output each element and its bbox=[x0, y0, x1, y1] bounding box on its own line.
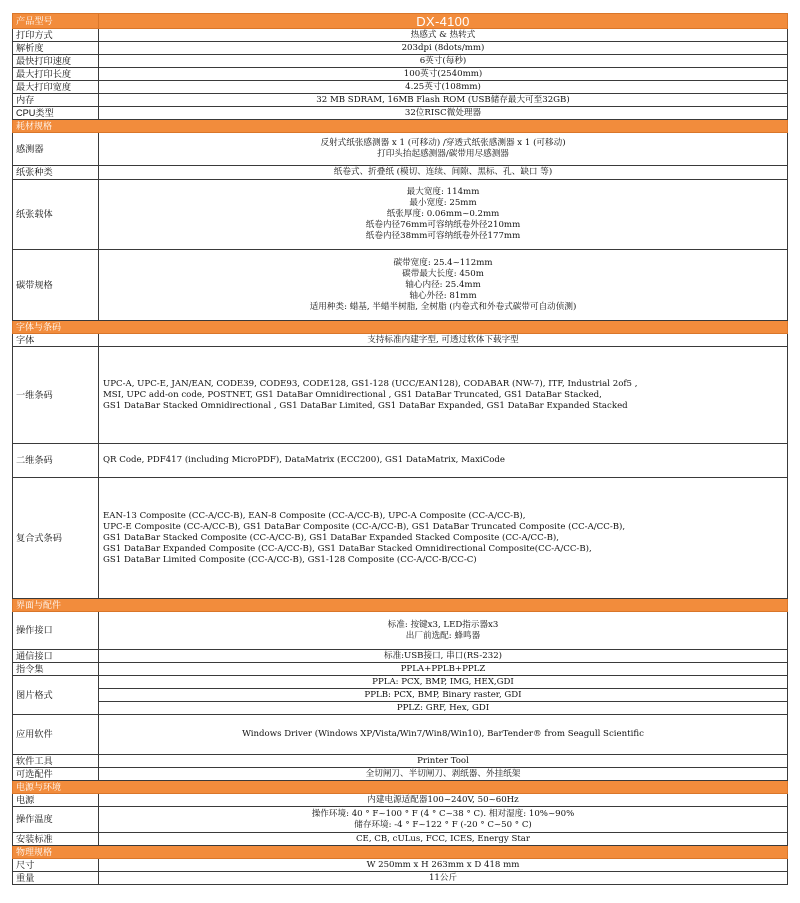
spec-row bbox=[13, 755, 788, 768]
spec-label: 应用软件 bbox=[13, 715, 99, 755]
spec-row bbox=[13, 715, 788, 755]
spec-value: 最大宽度: 114mm 最小宽度: 25mm 纸张厚度: 0.06mm~0.2mm 纸卷内径76mm可容纳纸卷外径210mm 纸卷内径38mm可容纳纸卷外径177mm bbox=[99, 180, 788, 250]
spec-value: QR Code, PDF417 (including MicroPDF), DataMatrix (ECC200), GS1 DataMatrix, MaxiCode bbox=[99, 444, 788, 478]
spec-row bbox=[13, 478, 788, 599]
section-title: 耗材规格 bbox=[13, 120, 788, 133]
model-name: DX-4100 bbox=[99, 14, 788, 29]
section-title: 界面与配件 bbox=[13, 599, 788, 612]
spec-value: UPC-A, UPC-E, JAN/EAN, CODE39, CODE93, CODE128, GS1-128 (UCC/EAN128), CODABAR (NW-7), ITF, Industrial 2of5 , MSI, UPC add-on code, POSTNET, GS1 DataBar Omnidirectional , GS1 DataBar Truncated, GS1 DataBar Stacked, GS1 DataBar Stacked Omnidirectional , GS1 DataBar Limited, GS1 DataBar Expanded, GS1 DataBar Expanded Stacked bbox=[99, 347, 788, 444]
spec-row bbox=[13, 107, 788, 120]
spec-label: 可选配件 bbox=[13, 768, 99, 781]
spec-label: 碳带规格 bbox=[13, 250, 99, 321]
spec-value: PPLZ: GRF, Hex, GDI bbox=[99, 702, 788, 715]
spec-row bbox=[13, 42, 788, 55]
spec-label: 最快打印速度 bbox=[13, 55, 99, 68]
spec-row bbox=[13, 180, 788, 250]
spec-label: 软件工具 bbox=[13, 755, 99, 768]
spec-value: 203dpi (8dots/mm) bbox=[99, 42, 788, 55]
spec-row bbox=[13, 676, 788, 689]
spec-value: PPLB: PCX, BMP, Binary raster, GDI bbox=[99, 689, 788, 702]
section-title: 电源与环境 bbox=[13, 781, 788, 794]
spec-row bbox=[13, 166, 788, 180]
spec-label: 字体 bbox=[13, 334, 99, 347]
spec-row bbox=[13, 334, 788, 347]
header-row bbox=[13, 14, 788, 29]
spec-row bbox=[13, 702, 788, 715]
spec-value: W 250mm x H 263mm x D 418 mm bbox=[99, 859, 788, 872]
spec-value: 反射式纸张感测器 x 1 (可移动) /穿透式纸张感测器 x 1 (可移动) 打印头抬起感测器/碳带用尽感测器 bbox=[99, 133, 788, 166]
spec-label: 最大打印长度 bbox=[13, 68, 99, 81]
spec-label: 内存 bbox=[13, 94, 99, 107]
spec-value: 32位RISC微处理器 bbox=[99, 107, 788, 120]
spec-label: 安装标准 bbox=[13, 833, 99, 846]
spec-value: Windows Driver (Windows XP/Vista/Win7/Win8/Win10), BarTender® from Seagull Scientific bbox=[99, 715, 788, 755]
spec-row bbox=[13, 29, 788, 42]
spec-row bbox=[13, 859, 788, 872]
spec-value: 4.25英寸(108mm) bbox=[99, 81, 788, 94]
spec-value: 操作环境: 40 ° F~100 ° F (4 ° C~38 ° C). 相对湿度: 10%~90% 储存环境: -4 ° F~122 ° F (-20 ° C~50 ° C) bbox=[99, 807, 788, 833]
spec-value: 纸卷式、折叠纸 (模切、连续、间隙、黑标、孔、缺口 等) bbox=[99, 166, 788, 180]
spec-label: 图片格式 bbox=[13, 676, 99, 715]
spec-value: 全切闸刀、半切闸刀、剥纸器、外挂纸架 bbox=[99, 768, 788, 781]
spec-label: 二维条码 bbox=[13, 444, 99, 478]
spec-label: 最大打印宽度 bbox=[13, 81, 99, 94]
spec-row bbox=[13, 68, 788, 81]
spec-row bbox=[13, 250, 788, 321]
spec-label: 重量 bbox=[13, 872, 99, 885]
spec-label: 一维条码 bbox=[13, 347, 99, 444]
spec-value: 支持标准内建字型, 可透过软体下载字型 bbox=[99, 334, 788, 347]
spec-label: 通信接口 bbox=[13, 650, 99, 663]
spec-row bbox=[13, 768, 788, 781]
spec-value: 6英寸(每秒) bbox=[99, 55, 788, 68]
spec-label: 指令集 bbox=[13, 663, 99, 676]
spec-value: 热感式 & 热转式 bbox=[99, 29, 788, 42]
section-header-row bbox=[13, 599, 788, 612]
spec-row bbox=[13, 872, 788, 885]
spec-row bbox=[13, 133, 788, 166]
spec-table-body bbox=[13, 14, 788, 885]
spec-value: PPLA+PPLB+PPLZ bbox=[99, 663, 788, 676]
spec-value: 内建电源适配器100~240V, 50~60Hz bbox=[99, 794, 788, 807]
spec-label: 电源 bbox=[13, 794, 99, 807]
spec-row bbox=[13, 833, 788, 846]
section-header-row bbox=[13, 321, 788, 334]
spec-row bbox=[13, 81, 788, 94]
spec-label: CPU类型 bbox=[13, 107, 99, 120]
spec-label: 操作温度 bbox=[13, 807, 99, 833]
spec-row bbox=[13, 347, 788, 444]
spec-row bbox=[13, 612, 788, 650]
spec-row bbox=[13, 794, 788, 807]
spec-label: 解析度 bbox=[13, 42, 99, 55]
spec-value: PPLA: PCX, BMP, IMG, HEX,GDI bbox=[99, 676, 788, 689]
section-header-row bbox=[13, 846, 788, 859]
spec-row bbox=[13, 94, 788, 107]
spec-label: 打印方式 bbox=[13, 29, 99, 42]
spec-row bbox=[13, 689, 788, 702]
spec-label: 操作接口 bbox=[13, 612, 99, 650]
spec-value: 标准: 按键x3, LED指示器x3 出厂前选配: 蜂鸣器 bbox=[99, 612, 788, 650]
spec-value: 100英寸(2540mm) bbox=[99, 68, 788, 81]
spec-label: 感测器 bbox=[13, 133, 99, 166]
section-title: 字体与条码 bbox=[13, 321, 788, 334]
spec-value: 32 MB SDRAM, 16MB Flash ROM (USB储存最大可至32GB) bbox=[99, 94, 788, 107]
spec-value: CE, CB, cULus, FCC, ICES, Energy Star bbox=[99, 833, 788, 846]
spec-value: EAN-13 Composite (CC-A/CC-B), EAN-8 Composite (CC-A/CC-B), UPC-A Composite (CC-A/CC-B), UPC-E Composite (CC-A/CC-B), GS1 DataBar Composite (CC-A/CC-B), GS1 DataBar Truncated Composite (CC-A/CC-B), GS1 DataBar Stacked Composite (CC-A/CC-B), GS1 DataBar Expanded Stacked Composite (CC-A/CC-B), GS1 DataBar Expanded Composite (CC-A/CC-B), GS1 DataBar Stacked Omnidirectional Composite(CC-A/CC-B), GS1 DataBar Limited Composite (CC-A/CC-B), GS1-128 Composite (CC-A/CC-B/CC-C) bbox=[99, 478, 788, 599]
spec-value: 碳带宽度: 25.4~112mm 碳带最大长度: 450m 轴心内径: 25.4mm 轴心外径: 81mm 适用种类: 蜡基, 半蜡半树脂, 全树脂 (内卷式和外卷式碳带可自动侦测) bbox=[99, 250, 788, 321]
spec-row bbox=[13, 444, 788, 478]
spec-row bbox=[13, 807, 788, 833]
section-title: 物理规格 bbox=[13, 846, 788, 859]
spec-value: 11公斤 bbox=[99, 872, 788, 885]
section-header-row bbox=[13, 120, 788, 133]
spec-value: Printer Tool bbox=[99, 755, 788, 768]
spec-label: 纸张种类 bbox=[13, 166, 99, 180]
spec-row bbox=[13, 663, 788, 676]
spec-row bbox=[13, 55, 788, 68]
spec-value: 标准:USB接口, 串口(RS-232) bbox=[99, 650, 788, 663]
model-label: 产品型号 bbox=[13, 14, 99, 29]
section-header-row bbox=[13, 781, 788, 794]
spec-label: 纸张载体 bbox=[13, 180, 99, 250]
spec-label: 尺寸 bbox=[13, 859, 99, 872]
spec-row bbox=[13, 650, 788, 663]
spec-label: 复合式条码 bbox=[13, 478, 99, 599]
spec-table bbox=[12, 13, 788, 885]
